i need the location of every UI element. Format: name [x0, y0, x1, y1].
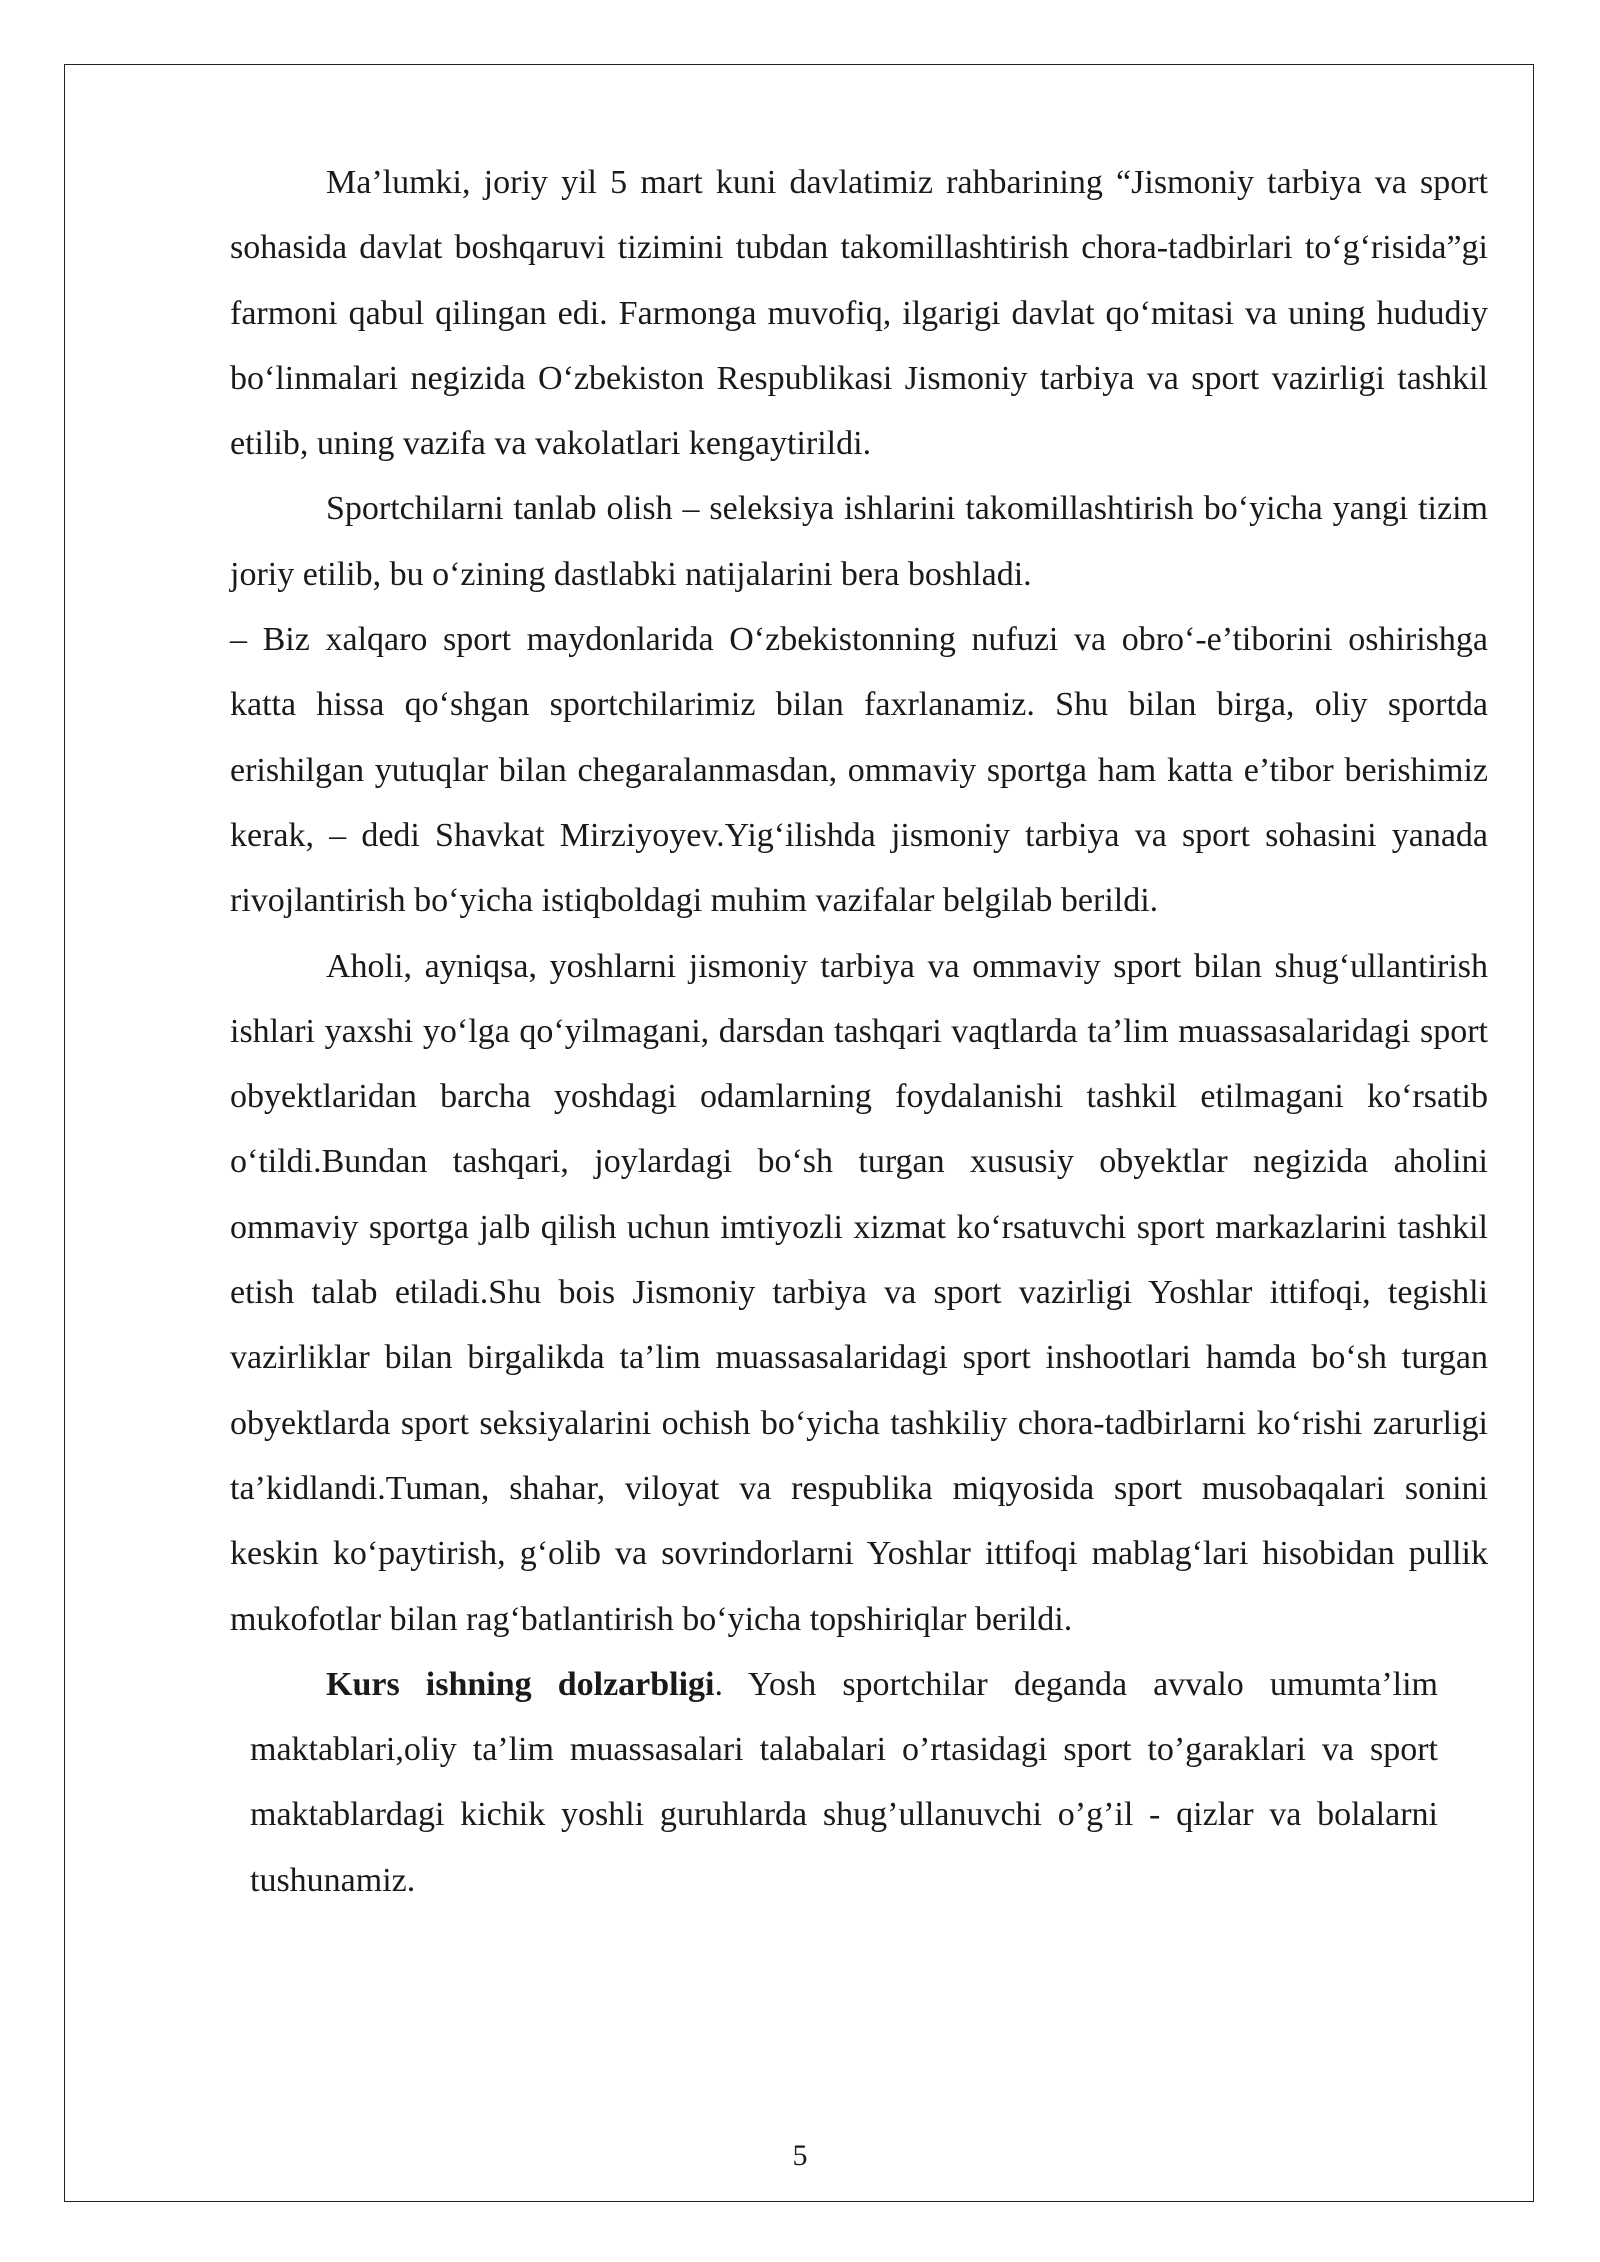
paragraph-selection: Sportchilarni tanlab olish – seleksiya ishlarini takomillashtirish bo‘yicha yangi tizim joriy etilib, bu o‘zining dastlabki natijalarini bera boshladi. [230, 490, 1488, 593]
paragraph-quote: – Biz xalqaro sport maydonlarida O‘zbekistonning nufuzi va obro‘-e’tiborini oshirishga katta hissa qo‘shgan sportchilarimiz bilan faxrlanamiz. Shu bilan birga, oliy sportda erishilgan yutuqlar bilan chegaralanmasdan, ommaviy sportga ham katta e’tibor berishimiz kerak, – dedi Shavkat Mirziyoyev.Yig‘ilishda jismoniy tarbiya va sport sohasini yanada rivojlantirish bo‘yicha istiqboldagi muhim vazifalar belgilab berildi. [230, 621, 1488, 920]
document-body [230, 150, 1488, 1913]
relevance-heading: Kurs ishning dolzarbligi [326, 1665, 715, 1703]
relevance-text: . Yosh sportchilar deganda avvalo umumta’lim maktablari,oliy ta’lim muassasalari talabalari o’rtasidagi sport to’garaklari va sport maktablardagi kichik yoshli guruhlarda shug’ullanuvchi o’g’il - qizlar va bolalarni tushunamiz. [250, 1665, 1438, 1899]
page-number: 5 [792, 2139, 808, 2172]
paragraph-decree: Ma’lumki, joriy yil 5 mart kuni davlatimiz rahbarining “Jismoniy tarbiya va sport sohasida davlat boshqaruvi tizimini tubdan takomillashtirish chora-tadbirlari to‘g‘risida”gi farmoni qabul qilingan edi. Farmonga muvofiq, ilgarigi davlat qo‘mitasi va uning hududiy bo‘linmalari negizida O‘zbekiston Respublikasi Jismoniy tarbiya va sport vazirligi tashkil etilib, uning vazifa va vakolatlari kengaytirildi. [230, 164, 1488, 463]
paragraph-relevance [250, 1652, 1438, 1913]
paragraph-population: Aholi, ayniqsa, yoshlarni jismoniy tarbiya va ommaviy sport bilan shug‘ullantirish ishlari yaxshi yo‘lga qo‘yilmagani, darsdan tashqari vaqtlarda ta’lim muassasalaridagi sport obyektlaridan barcha yoshdagi odamlarning foydalanishi tashkil etilmagani ko‘rsatib o‘tildi.Bundan tashqari, joylardagi bo‘sh turgan xususiy obyektlar negizida aholini ommaviy sportga jalb qilish uchun imtiyozli xizmat ko‘rsatuvchi sport markazlarini tashkil etish talab etiladi.Shu bois Jismoniy tarbiya va sport vazirligi Yoshlar ittifoqi, tegishli vazirliklar bilan birgalikda ta’lim muassasalaridagi sport inshootlari hamda bo‘sh turgan obyektlarda sport seksiyalarini ochish bo‘yicha tashkiliy chora-tadbirlarni ko‘rishi zarurligi ta’kidlandi.Tuman, shahar, viloyat va respublika miqyosida sport musobaqalari sonini keskin ko‘paytirish, g‘olib va sovrindorlarni Yoshlar ittifoqi mablag‘lari hisobidan pullik mukofotlar bilan rag‘batlantirish bo‘yicha topshiriqlar berildi. [230, 947, 1488, 1638]
